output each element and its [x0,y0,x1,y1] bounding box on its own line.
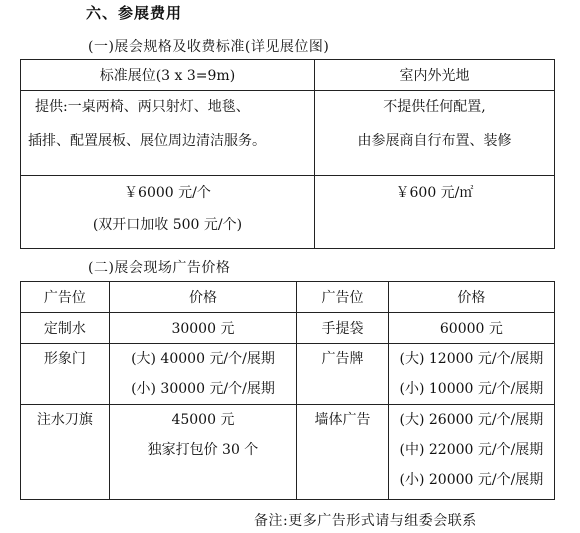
double-opening-surcharge: (双开口加收 500 元/个) [92,217,243,233]
footnote: 备注:更多广告形式请与组委会联系 [254,513,477,529]
ad-slot-name [297,405,389,500]
booth-price-row [21,176,555,249]
subsection-title-advertising: (二)展会现场广告价格 [88,260,231,276]
header-standard-booth: 标准展位(3 x 3=9m) [21,60,315,91]
ad-price-line: (大) 12000 元/个/展期 [399,351,544,367]
ad-slot-name [297,344,389,405]
ad-price [109,405,296,500]
table-row [21,344,555,405]
ad-price-line: (小) 30000 元/个/展期 [131,381,275,397]
standard-booth-price-line: ￥6000 元/个 [124,185,211,201]
table-row [21,313,555,344]
raw-space-price-line: ￥600 元/㎡ [395,185,474,201]
standard-booth-desc-line: 插排、配置展板、展位周边清洁服务。 [28,133,266,149]
raw-space-desc-line: 不提供任何配置, [383,99,486,115]
header-ad-slot: 广告位 [21,282,110,313]
raw-space-desc-line: 由参展商自行布置、装修 [357,133,512,149]
raw-space-price [314,176,554,249]
header-price: 价格 [388,282,554,313]
ad-price-line: (大) 26000 元/个/展期 [399,412,544,428]
ad-slot-name: 手提袋 [297,313,389,344]
ad-price-line: (中) 22000 元/个/展期 [399,442,544,458]
standard-booth-desc-line: 提供:一桌两椅、两只射灯、地毯、 [35,99,250,115]
ad-price-line: 独家打包价 30 个 [147,442,259,458]
booth-description-row [21,91,555,176]
ad-slot-name [21,405,110,500]
standard-booth-description [21,91,315,176]
advertising-header-row [21,282,555,313]
ad-price: 30000 元 [109,313,296,344]
ad-price-line: (小) 20000 元/个/展期 [399,472,544,488]
standard-booth-price [21,176,315,249]
ad-price-line: 45000 元 [171,412,235,428]
ad-slot-label: 注水刀旗 [36,412,93,428]
ad-slot-label: 广告牌 [321,351,364,367]
ad-slot-name: 定制水 [21,313,110,344]
booth-fee-table [20,59,555,249]
ad-price-line: (大) 40000 元/个/展期 [131,351,275,367]
section-title: 六、参展费用 [86,4,183,22]
ad-slot-label: 墙体广告 [314,412,371,428]
table-row [21,405,555,500]
ad-price [109,344,296,405]
booth-fee-header-row [21,60,555,91]
subsection-title-booth-fees: (一)展会规格及收费标准(详见展位图) [88,39,330,55]
header-ad-slot: 广告位 [297,282,389,313]
header-price: 价格 [109,282,296,313]
ad-slot-label: 形象门 [43,351,86,367]
ad-price [388,405,554,500]
header-raw-space: 室内外光地 [314,60,554,91]
ad-slot-name [21,344,110,405]
ad-price: 60000 元 [388,313,554,344]
raw-space-description [314,91,554,176]
ad-price [388,344,554,405]
ad-price-line: (小) 10000 元/个/展期 [399,381,544,397]
advertising-price-table [20,281,555,500]
